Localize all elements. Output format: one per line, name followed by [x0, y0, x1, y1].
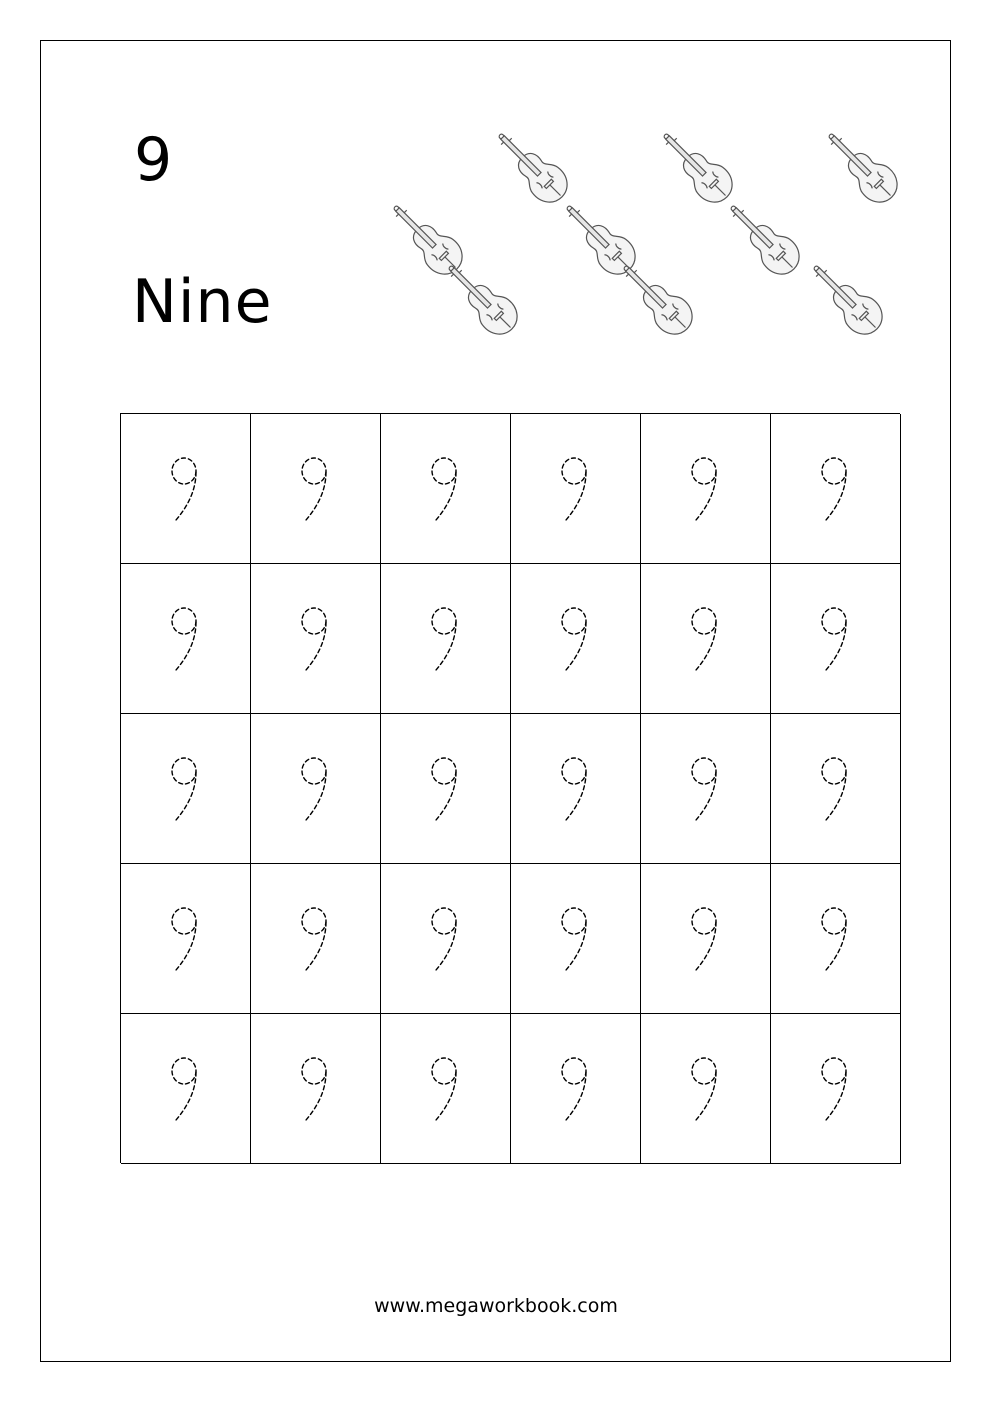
tracing-cell [641, 1014, 771, 1164]
dashed-nine-glyph [684, 1054, 728, 1124]
double-bass-icon [610, 252, 720, 362]
tracing-cell [511, 714, 641, 864]
tracing-cell [771, 414, 901, 564]
tracing-cell [121, 714, 251, 864]
dashed-nine-glyph [294, 754, 338, 824]
counting-objects [360, 110, 920, 370]
dashed-nine-glyph [424, 454, 468, 524]
tracing-cell [511, 414, 641, 564]
tracing-cell [121, 864, 251, 1014]
dashed-nine-glyph [684, 904, 728, 974]
tracing-cell [641, 564, 771, 714]
double-bass-icon [800, 252, 910, 362]
dashed-nine-glyph [424, 1054, 468, 1124]
dashed-nine-glyph [684, 754, 728, 824]
tracing-cell [251, 414, 381, 564]
dashed-nine-glyph [684, 604, 728, 674]
dashed-nine-glyph [294, 604, 338, 674]
tracing-cell [511, 864, 641, 1014]
tracing-cell [251, 714, 381, 864]
dashed-nine-glyph [424, 754, 468, 824]
dashed-nine-glyph [814, 604, 858, 674]
tracing-cell [511, 564, 641, 714]
tracing-cell [251, 864, 381, 1014]
double-bass-icon [815, 120, 925, 230]
dashed-nine-glyph [164, 604, 208, 674]
double-bass-icon [435, 252, 545, 362]
tracing-cell [771, 1014, 901, 1164]
tracing-cell [121, 1014, 251, 1164]
dashed-nine-glyph [814, 454, 858, 524]
dashed-nine-glyph [164, 754, 208, 824]
dashed-nine-glyph [164, 904, 208, 974]
dashed-nine-glyph [814, 1054, 858, 1124]
dashed-nine-glyph [164, 1054, 208, 1124]
dashed-nine-glyph [814, 754, 858, 824]
dashed-nine-glyph [554, 604, 598, 674]
tracing-cell [641, 714, 771, 864]
tracing-cell [251, 564, 381, 714]
tracing-cell [381, 1014, 511, 1164]
dashed-nine-glyph [684, 454, 728, 524]
dashed-nine-glyph [554, 904, 598, 974]
tracing-cell [511, 1014, 641, 1164]
tracing-cell [771, 564, 901, 714]
tracing-cell [771, 864, 901, 1014]
tracing-cell [641, 864, 771, 1014]
tracing-grid [120, 413, 900, 1163]
dashed-nine-glyph [554, 1054, 598, 1124]
dashed-nine-glyph [554, 454, 598, 524]
tracing-cell [251, 1014, 381, 1164]
tracing-cell [121, 564, 251, 714]
tracing-cell [771, 714, 901, 864]
dashed-nine-glyph [814, 904, 858, 974]
tracing-cell [381, 564, 511, 714]
footer-url: www.megaworkbook.com [374, 1295, 618, 1317]
tracing-cell [121, 414, 251, 564]
dashed-nine-glyph [294, 904, 338, 974]
tracing-cell [381, 414, 511, 564]
tracing-cell [381, 864, 511, 1014]
dashed-nine-glyph [424, 904, 468, 974]
dashed-nine-glyph [294, 454, 338, 524]
dashed-nine-glyph [554, 754, 598, 824]
dashed-nine-glyph [424, 604, 468, 674]
numeral-heading: 9 [134, 125, 173, 195]
number-word-heading: Nine [132, 267, 273, 337]
tracing-cell [641, 414, 771, 564]
tracing-cell [381, 714, 511, 864]
dashed-nine-glyph [294, 1054, 338, 1124]
dashed-nine-glyph [164, 454, 208, 524]
